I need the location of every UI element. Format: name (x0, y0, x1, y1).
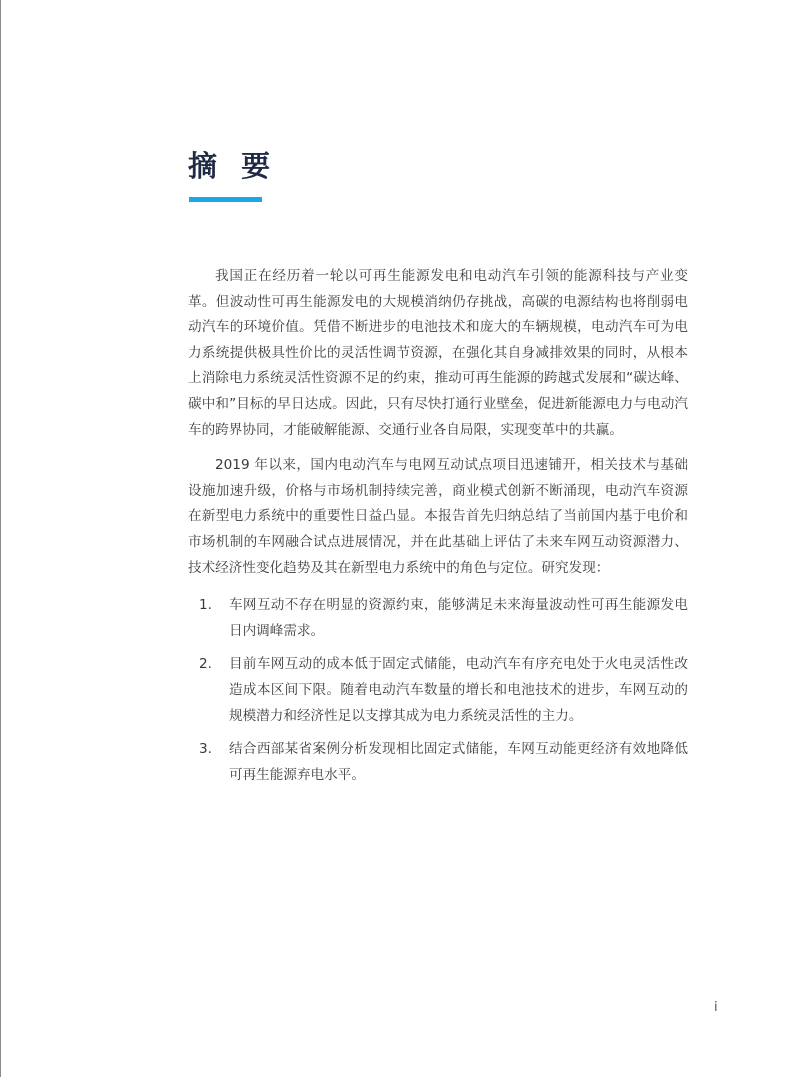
paragraph-intro: 我国正在经历着一轮以可再生能源发电和电动汽车引领的能源科技与产业变革。但波动性可再生能源发电的大规模消纳仍存挑战，高碳的电源结构也将削弱电动汽车的环境价值。凭借不断进步的电池技术和庞大的车辆规模，电动汽车可为电力系统提供极具性价比的灵活性调节资源，在强化其自身减排效果的同时，从根本上消除电力系统灵活性资源不足的约束，推动可再生能源的跨越式发展和“碳达峰、碳中和”目标的早日达成。因此，只有尽快打通行业壁垒，促进新能源电力与电动汽车的跨界协同，才能破解能源、交通行业各自局限，实现变革中的共赢。 (188, 268, 688, 438)
abstract-body (188, 264, 688, 796)
paragraph-findings-intro: 2019 年以来，国内电动汽车与电网互动试点项目迅速铺开，相关技术与基础设施加速升级，价格与市场机制持续完善，商业模式创新不断涌现，电动汽车资源在新型电力系统中的重要性日益凸显。本报告首先归纳总结了当前国内基于电价和市场机制的车网融合试点进展情况，并在此基础上评估了未来车网互动资源潜力、技术经济性变化趋势及其在新型电力系统中的角色与定位。研究发现： (188, 457, 688, 576)
list-item (199, 737, 688, 788)
findings-list (188, 593, 688, 788)
list-item-number: 1. (199, 597, 212, 614)
list-item-number: 3. (199, 741, 212, 758)
page-edge-rule (0, 0, 1, 1077)
list-item-number: 2. (199, 656, 212, 673)
page-number: i (714, 1000, 718, 1015)
list-item-text: 结合西部某省案例分析发现相比固定式储能，车网互动能更经济有效地降低可再生能源弃电水平。 (229, 741, 688, 783)
list-item (199, 593, 688, 644)
title-underline (189, 197, 262, 202)
page-title: 摘 要 (188, 149, 278, 183)
list-item-text: 目前车网互动的成本低于固定式储能，电动汽车有序充电处于火电灵活性改造成本区间下限。随着电动汽车数量的增长和电池技术的进步，车网互动的规模潜力和经济性足以支撑其成为电力系统灵活性的主力。 (229, 656, 688, 724)
list-item-text: 车网互动不存在明显的资源约束，能够满足未来海量波动性可再生能源发电日内调峰需求。 (229, 597, 688, 639)
list-item (199, 652, 688, 729)
